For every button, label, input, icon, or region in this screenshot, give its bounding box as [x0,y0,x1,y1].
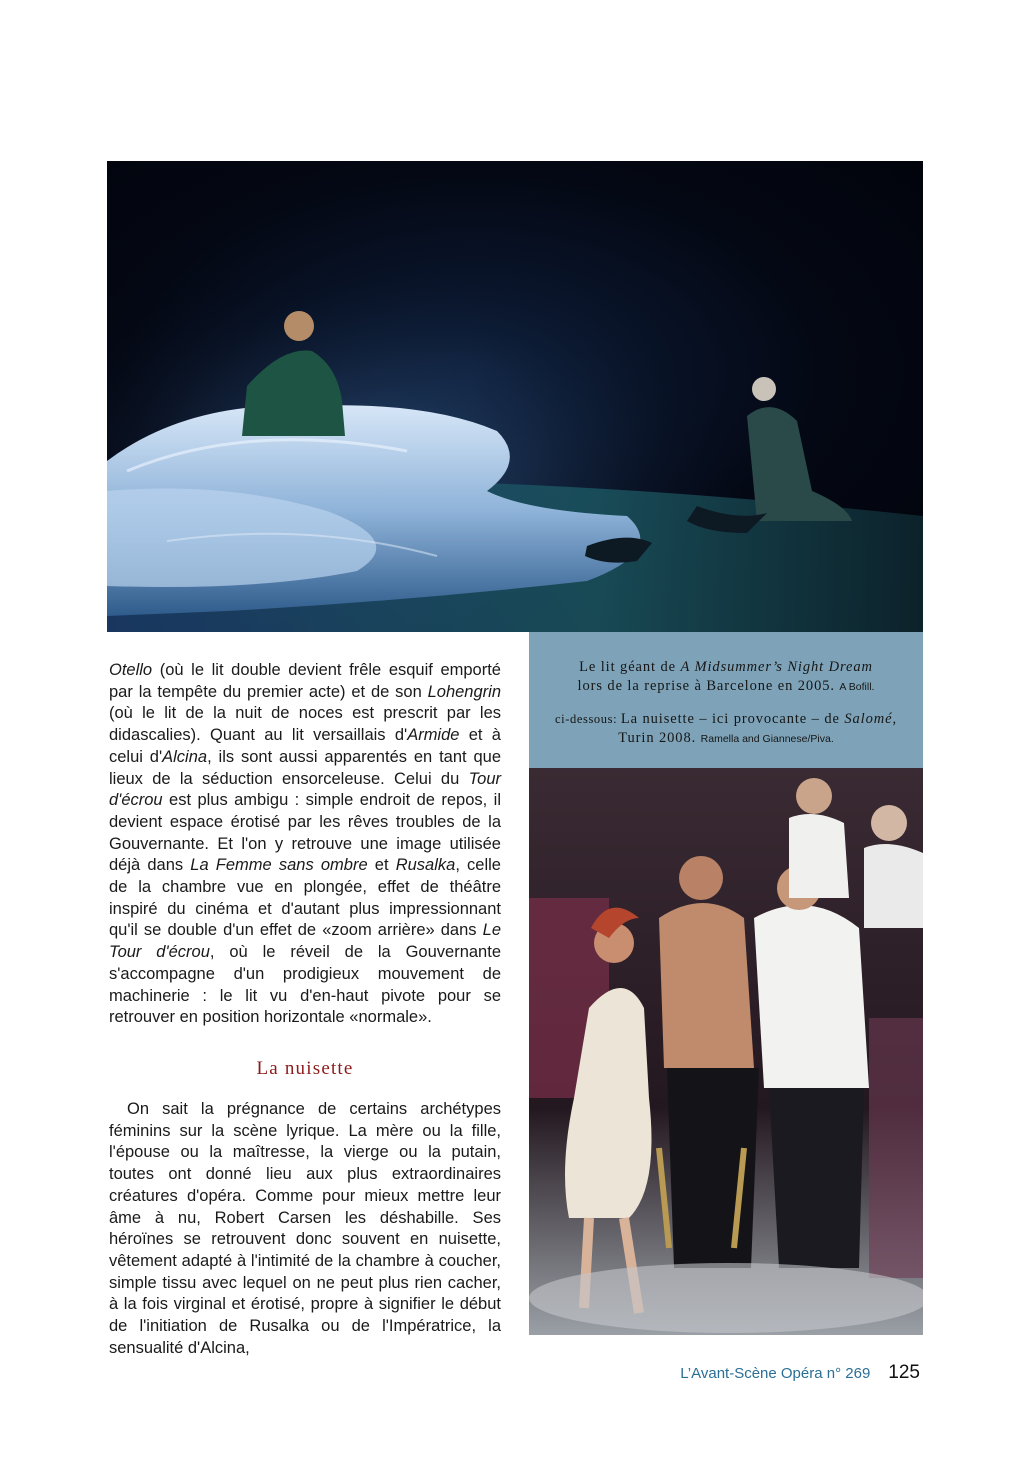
caption-text: Le lit géant de [579,659,681,675]
body-text-column-1 [109,660,501,1029]
work-title: Lohengrin [427,682,501,701]
stage-photo-nuisette [529,768,923,1335]
caption-title: Salomé [844,711,893,727]
paragraph [109,660,501,1029]
caption-text: lors de la reprise à Barcelone en 2005. [577,678,840,694]
caption-text: La nuisette – ici provocante – de [620,711,845,727]
paragraph: On sait la prégnance de certains archétypes féminins sur la scène lyrique. La mère ou la fille, l'épouse ou la maîtresse, la vierge ou la putain, toutes ont donné lieu aux plus extraordinaires créatures d'opéra. Comme pour mieux mettre leur âme à nu, Robert Carsen les déshabille. Ses héroïnes se retrouvent donc souvent en nuisette, vêtement adapté à l'intimité de la chambre à coucher, simple tissu avec lequel on ne peut plus rien cacher, à la fois virginal et érotisé, propre à signifier le début de l'initiation de Rusalka ou de l'Impératrice, la sensualité d'Alcina, [109,1100,501,1357]
text-run: , où le réveil de la Gouvernante s'accompagne d'un prodigieux mouvement de machinerie : le lit vu d'en-haut pivote pour se retrouver en position horizontale «normale». [109,943,501,1027]
caption-text: Turin 2008. [618,730,701,746]
work-title: Alcina [162,747,208,766]
text-run: et à celui d' [109,726,501,766]
work-title: Rusalka [395,856,456,875]
work-title: Armide [407,726,460,745]
text-run: (où le lit double devient frêle esquif emporté par la tempête du premier acte) et de son [109,661,501,701]
page-footer [680,1362,920,1384]
caption-title: A Midsummer’s Night Dream [680,659,873,675]
section-heading: La nuisette [256,1058,354,1079]
caption-lead: ci-dessous: [555,712,621,726]
work-title: Tour d'écrou [109,769,501,810]
photo-caption [529,632,923,768]
caption-line-3 [537,710,915,729]
text-run: (où le lit de la nuit de noces est prescrit par les didascalies). Quant au lit versaillais d' [109,704,501,745]
photo-credit: Ramella and Giannese/Piva. [700,733,834,745]
caption-text: , [892,711,897,727]
text-run: , ils sont aussi apparentés en tant que lieux de la séduction ensorceleuse. Celui du [109,747,501,788]
stage-photo-bed [107,161,923,632]
page-number: 125 [888,1362,920,1383]
caption-line-4 [537,729,915,749]
work-title: Le Tour d'écrou [109,921,501,962]
body-text-column-2 [109,1099,501,1359]
work-title: La Femme sans ombre [190,856,368,875]
text-run: , celle de la chambre vue en plongée, effet de théâtre inspiré du cinéma et d'autant plus impressionnant qu'il se double d'un effet de «zoom arrière» dans [109,856,501,940]
caption-line-1 [537,658,915,677]
caption-line-2 [537,677,915,697]
text-run: et [367,856,396,875]
text-run: est plus ambigu : simple endroit de repos, il devient espace érotisé par les rêves troubles de la Gouvernante. Et l'on y retrouve une image utilisée déjà dans [109,791,501,875]
journal-title: L’Avant-Scène Opéra n° 269 [680,1365,871,1382]
work-title: Otello [109,661,153,679]
photo-credit: A Bofill. [839,681,875,693]
